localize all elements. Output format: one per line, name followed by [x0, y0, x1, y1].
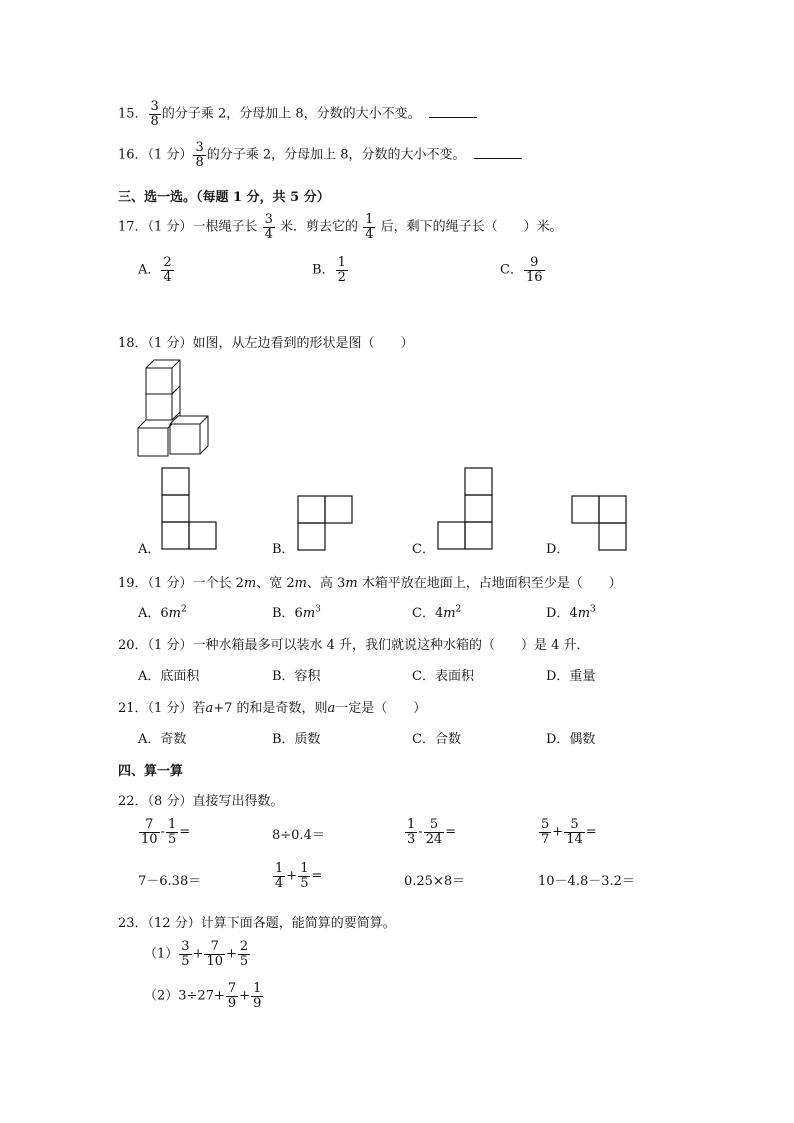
- problem-1: （1） $\frac{3}{5}$ + $\frac{7}{10}$ + $\frac{2}{5}$: [144, 939, 249, 969]
- option-d[interactable]: D．$4m^3$: [546, 604, 596, 621]
- question-20: 20．（1 分）一种水箱最多可以装水 4 升，我们就说这种水箱的（ ）是 4 升．: [118, 638, 590, 653]
- question-21: 21．（1 分）若a+7 的和是奇数，则a一定是（ ）: [118, 701, 427, 716]
- question-18: 18．（1 分）如图，从左边看到的形状是图（ ）: [118, 336, 414, 351]
- question-text: 的分子乘 2，分母加上 8，分数的大小不变。: [206, 147, 466, 163]
- question-text: 的分子乘 2，分母加上 8，分数的大小不变。: [161, 106, 421, 122]
- question-22: 22．（8 分）直接写出得数。: [118, 794, 284, 809]
- cube-stack-figure: [136, 358, 216, 458]
- expression-8: 10－4.8－3.2＝: [538, 874, 635, 889]
- option-d[interactable]: D．偶数: [546, 732, 596, 747]
- option-d-label[interactable]: D．: [546, 542, 570, 557]
- option-b[interactable]: B．$6m^3$: [272, 604, 321, 621]
- section-heading-4: 四、算一算: [118, 764, 184, 779]
- option-c-label[interactable]: C．: [412, 542, 435, 557]
- question-number: 15．: [118, 106, 148, 122]
- answer-blank[interactable]: [474, 146, 522, 159]
- fraction: $\frac{3}{8}$: [195, 140, 204, 170]
- problem-2: （2）3÷27+ $\frac{7}{9}$ + $\frac{1}{9}$: [144, 981, 262, 1011]
- question-19: 19．（1 分）一个长 2m、宽 2m、高 3m 木箱平放在地面上，占地面积至少是（ ）: [118, 576, 622, 591]
- expression-3: $\frac{1}{3}$ - $\frac{5}{24}$ =: [407, 817, 457, 847]
- option-a[interactable]: A．奇数: [138, 732, 187, 747]
- option-a[interactable]: A．$6m^2$: [138, 604, 187, 621]
- answer-blank[interactable]: [429, 105, 477, 118]
- option-a-label[interactable]: A．: [138, 542, 161, 557]
- question-15: [118, 100, 477, 128]
- fraction: $\frac{3}{8}$: [150, 99, 159, 129]
- expression-4: $\frac{5}{7}$ + $\frac{5}{14}$ =: [541, 817, 597, 847]
- question-number: 16．（1 分）: [118, 147, 193, 163]
- option-c[interactable]: C．合数: [412, 732, 461, 747]
- option-c[interactable]: C． $\frac{9}{16}$: [500, 255, 543, 285]
- option-d-shape[interactable]: [570, 494, 630, 554]
- option-b-shape[interactable]: [296, 494, 356, 554]
- option-d[interactable]: D．重量: [546, 669, 596, 684]
- option-a-shape[interactable]: [160, 466, 220, 556]
- expression-1: $\frac{7}{10}$ - $\frac{1}{5}$ =: [141, 817, 191, 847]
- option-b-label[interactable]: B．: [272, 542, 295, 557]
- question-17: 17．（1 分）一根绳子长 $\frac{3}{4}$ 米．剪去它的 $\frac{1}{4}$ 后，剩下的绳子长（ ）米。: [118, 212, 563, 242]
- option-c[interactable]: C．$4m^2$: [412, 604, 462, 621]
- question-23: 23．（12 分）计算下面各题，能简算的要简算。: [118, 916, 396, 931]
- expression-6: $\frac{1}{4}$ + $\frac{1}{5}$ =: [275, 861, 323, 891]
- option-b[interactable]: B．容积: [272, 669, 321, 684]
- section-heading-3: 三、选一选。（每题 1 分，共 5 分）: [118, 190, 330, 205]
- fraction: $\frac{3}{4}$: [264, 212, 273, 242]
- option-a[interactable]: A．底面积: [138, 669, 200, 684]
- expression-5: 7－6.38＝: [138, 874, 202, 889]
- option-a[interactable]: A． $\frac{2}{4}$: [138, 255, 172, 285]
- fraction: $\frac{1}{4}$: [365, 212, 374, 242]
- expression-7: 0.25×8＝: [404, 874, 466, 889]
- option-b[interactable]: B．质数: [272, 732, 321, 747]
- question-16: [118, 141, 522, 169]
- expression-2: 8÷0.4＝: [272, 828, 325, 843]
- option-b[interactable]: B． $\frac{1}{2}$: [312, 255, 346, 285]
- option-c-shape[interactable]: [436, 466, 496, 556]
- option-c[interactable]: C．表面积: [412, 669, 474, 684]
